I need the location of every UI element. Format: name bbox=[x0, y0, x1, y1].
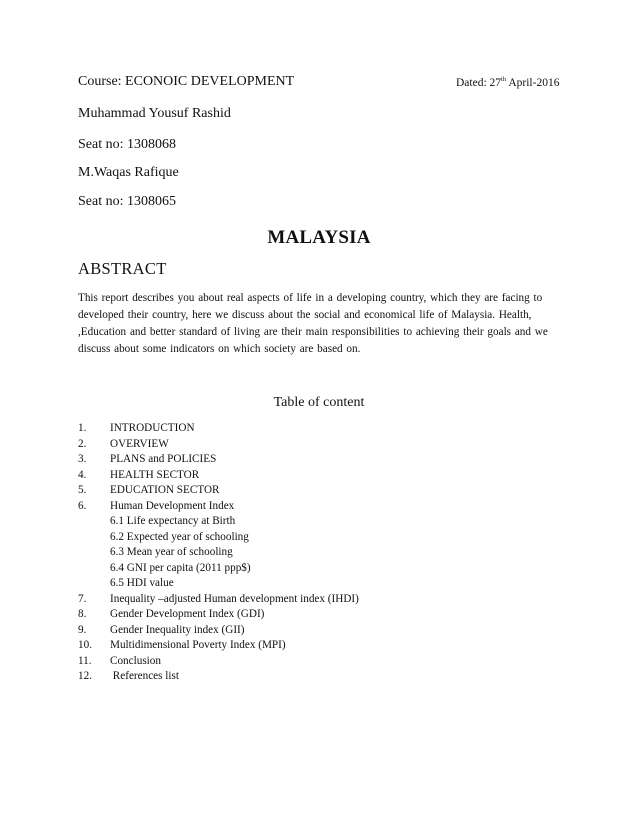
toc-text: 6.2 Expected year of schooling bbox=[110, 530, 249, 543]
toc-subitem bbox=[78, 530, 359, 546]
toc-number: 12. bbox=[78, 670, 92, 682]
toc-item bbox=[78, 468, 359, 484]
toc-number: 7. bbox=[78, 592, 87, 605]
toc-item bbox=[78, 499, 359, 515]
toc-subitem bbox=[78, 545, 359, 561]
toc-text: Human Development Index bbox=[110, 499, 235, 512]
date-line bbox=[456, 77, 559, 89]
toc-text: INTRODUCTION bbox=[110, 422, 195, 434]
toc-title: Table of content bbox=[273, 395, 365, 410]
table-of-contents bbox=[78, 421, 359, 685]
toc-number: 9. bbox=[78, 623, 87, 636]
date-suffix: April-2016 bbox=[506, 77, 560, 89]
toc-item bbox=[78, 437, 359, 453]
toc-text: PLANS and POLICIES bbox=[110, 453, 217, 465]
abstract-line-1: This report describes you about real aspects of life in a developing country, which they are facing to bbox=[78, 292, 543, 304]
abstract-line-4: discuss about some indicators on which society are based on. bbox=[78, 343, 361, 355]
course-line: Course: ECONOIC DEVELOPMENT bbox=[78, 74, 295, 89]
toc-number: 5. bbox=[78, 484, 87, 496]
document-title: MALAYSIA bbox=[267, 227, 371, 248]
toc-item bbox=[78, 654, 359, 670]
toc-text: 6.3 Mean year of schooling bbox=[110, 546, 233, 558]
toc-text: Inequality –adjusted Human development index (IHDI) bbox=[110, 592, 359, 605]
toc-number: 3. bbox=[78, 453, 87, 465]
toc-number: 2. bbox=[78, 437, 87, 450]
toc-number: 8. bbox=[78, 608, 87, 620]
toc-item bbox=[78, 421, 359, 437]
toc-number: 6. bbox=[78, 499, 87, 512]
toc-subitem bbox=[78, 514, 359, 530]
toc-subitem bbox=[78, 561, 359, 577]
date-superscript: th bbox=[501, 76, 507, 84]
date-prefix: Dated: 27 bbox=[456, 77, 502, 89]
toc-number: 4. bbox=[78, 468, 87, 481]
toc-item bbox=[78, 638, 359, 654]
toc-text: 6.1 Life expectancy at Birth bbox=[110, 515, 236, 527]
toc-text: References list bbox=[110, 670, 179, 682]
toc-item bbox=[78, 452, 359, 468]
abstract-heading: ABSTRACT bbox=[78, 259, 167, 278]
toc-item bbox=[78, 483, 359, 499]
author-seat-2: Seat no: 1308065 bbox=[78, 194, 176, 209]
author-seat-1: Seat no: 1308068 bbox=[78, 137, 176, 152]
abstract-line-3: ,Education and better standard of living are their main responsibilities to achieving their goals and we bbox=[78, 326, 548, 338]
toc-number: 10. bbox=[78, 639, 92, 651]
toc-text: EDUCATION SECTOR bbox=[110, 484, 220, 496]
toc-text: Gender Inequality index (GII) bbox=[110, 623, 245, 636]
toc-text: HEALTH SECTOR bbox=[110, 468, 200, 481]
author-name-2: M.Waqas Rafique bbox=[78, 165, 179, 180]
toc-item bbox=[78, 592, 359, 608]
abstract-line-2: developed their country, here we discuss about the social and economical life of Malaysia. Health, bbox=[78, 309, 532, 321]
toc-number: 11. bbox=[78, 654, 92, 667]
toc-item bbox=[78, 607, 359, 623]
toc-text: OVERVIEW bbox=[110, 437, 169, 450]
toc-item bbox=[78, 623, 359, 639]
toc-text: 6.5 HDI value bbox=[110, 577, 174, 589]
toc-text: Conclusion bbox=[110, 654, 161, 667]
toc-text: Gender Development Index (GDI) bbox=[110, 608, 265, 620]
toc-number: 1. bbox=[78, 422, 87, 434]
toc-item bbox=[78, 669, 359, 685]
toc-text: 6.4 GNI per capita (2011 ppp$) bbox=[110, 561, 251, 574]
author-name-1: Muhammad Yousuf Rashid bbox=[78, 106, 231, 121]
toc-text: Multidimensional Poverty Index (MPI) bbox=[110, 639, 286, 651]
toc-subitem bbox=[78, 576, 359, 592]
